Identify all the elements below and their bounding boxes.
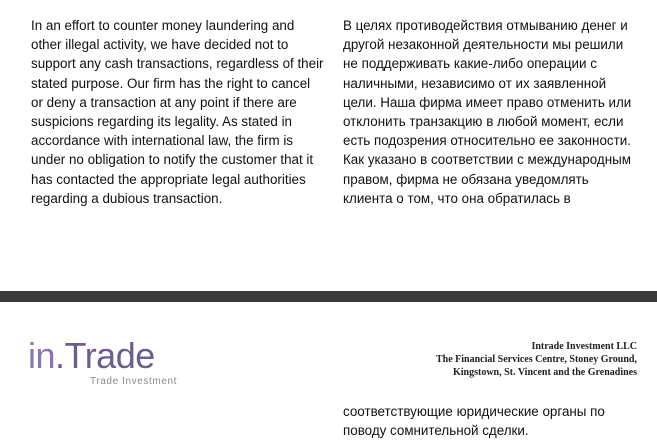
company-address-block bbox=[436, 340, 637, 379]
logo-wordmark bbox=[28, 335, 155, 376]
russian-paragraph: В целях противодействия отмыванию денег и другой незаконной деятельности мы решили не поддерживать какие-либо операции с наличными, независимо от их заявленной цели. Наша фирма имеет право отменить или отклонить транзакцию в любой момент, если есть подозрения относительно ее законности. Как указано в соответствии с международным правом, фирма не обязана уведомлять клиента о том, что она обратилась в bbox=[343, 18, 632, 206]
intrade-logo bbox=[28, 335, 208, 390]
address-line-2: Kingstown, St. Vincent and the Grenadines bbox=[452, 367, 637, 378]
logo-in-mark: in bbox=[28, 335, 56, 376]
company-name: Intrade Investment LLC bbox=[531, 341, 637, 352]
english-paragraph: In an effort to counter money laundering and other illegal activity, we have decided not to support any cash transactions, regardless of their stated purpose. Our firm has the right to cancel or deny a transaction at any point if there are suspicions regarding its legality. As stated in accordance with international law, the firm is under no obligation to notify the customer that it has contacted the appropriate legal authorities regarding a dubious transaction. bbox=[31, 18, 324, 206]
russian-paragraph-continuation: соответствующие юридические органы по поводу сомнительной сделки. bbox=[343, 404, 605, 439]
address-line-1: The Financial Services Centre, Stoney Ground, bbox=[435, 354, 637, 365]
logo-trade-text: .Trade bbox=[55, 335, 155, 376]
page-separator bbox=[0, 291, 657, 302]
logo-subtitle: Trade Investment bbox=[90, 376, 178, 387]
